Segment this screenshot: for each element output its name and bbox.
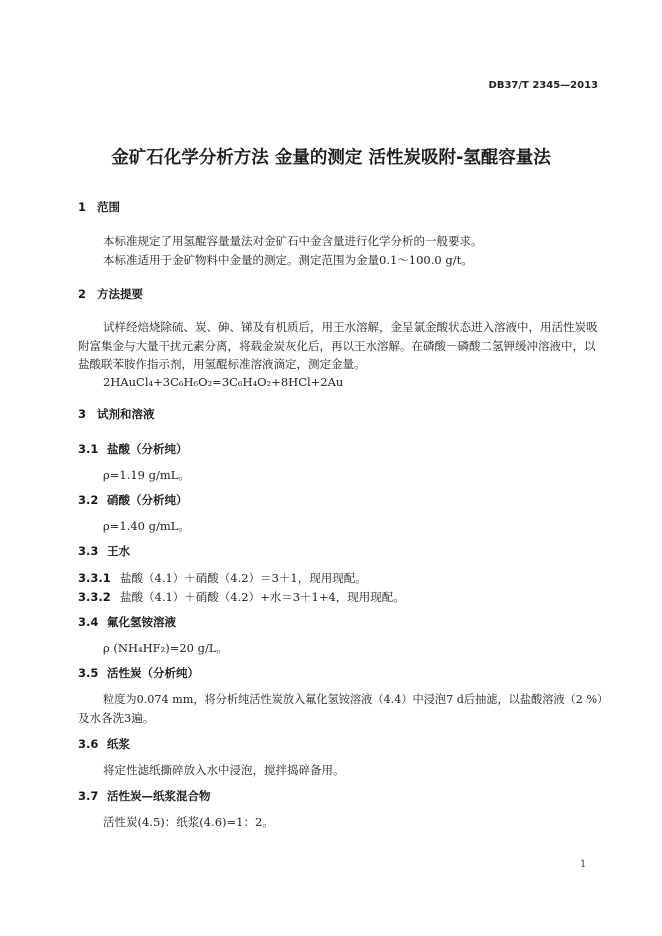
- clause-text: ρ=1.40 g/mL。: [103, 519, 190, 533]
- clause-heading: 活性炭（分析纯）: [107, 666, 199, 680]
- subclause-number: 3.3.2: [78, 590, 111, 604]
- clause-number: 3.4: [78, 615, 99, 629]
- clause-text: ρ=1.19 g/mL。: [103, 468, 190, 482]
- subclause-text: 盐酸（4.1）＋硝酸（4.2）＝3＋1，现用现配。: [120, 571, 367, 585]
- clause-text: ρ (NH₄HF₂)=20 g/L。: [103, 641, 229, 655]
- clause-text: 粒度为0.074 mm，将分析纯活性炭放入氟化氢铵溶液（4.4）中浸泡7 d后抽滤，以盐酸溶液（2 %）: [103, 693, 609, 706]
- section-heading: 试剂和溶液: [97, 407, 155, 421]
- paragraph-line: 本标准适用于金矿物料中金量的测定。测定范围为金量0.1～100.0 g/t。: [103, 253, 473, 267]
- clause-number: 3.5: [78, 666, 99, 680]
- paragraph-line: 试样经焙烧除硫、炭、砷、锑及有机质后，用王水溶解，金呈氯金酸状态进入溶液中，用活性炭吸: [103, 320, 598, 334]
- chemical-equation: 2HAuCl₄+3C₆H₆O₂=3C₆H₄O₂+8HCl+2Au: [103, 375, 344, 389]
- clause-heading: 硝酸（分析纯）: [107, 493, 188, 507]
- clause-text: 活性炭(4.5)：纸浆(4.6)=1：2。: [103, 815, 274, 829]
- clause-heading: 纸浆: [107, 737, 130, 751]
- document-code: DB37/T 2345—2013: [488, 80, 598, 91]
- clause-number: 3.1: [78, 442, 99, 456]
- page-number: 1: [580, 859, 587, 870]
- clause-heading: 盐酸（分析纯）: [107, 442, 188, 456]
- clause-number: 3.7: [78, 789, 99, 803]
- subclause-text: 盐酸（4.1）＋硝酸（4.2）+水＝3＋1+4，现用现配。: [120, 590, 405, 604]
- section-heading: 范围: [97, 200, 120, 214]
- clause-heading: 活性炭—纸浆混合物: [107, 789, 211, 803]
- paragraph-line: 本标准规定了用氢醌容量量法对金矿石中金含量进行化学分析的一般要求。: [103, 234, 483, 248]
- clause-number: 3.2: [78, 493, 99, 507]
- document-title: 金矿石化学分析方法 金量的测定 活性炭吸附-氢醌容量法: [111, 148, 551, 168]
- section-heading: 方法提要: [97, 287, 143, 301]
- clause-text: 及水各洗3遍。: [78, 711, 155, 725]
- clause-text: 将定性滤纸撕碎放入水中浸泡，搅拌捣碎备用。: [103, 763, 345, 777]
- subclause-number: 3.3.1: [78, 571, 111, 585]
- paragraph-line: 盐酸联苯胺作指示剂，用氢醌标准溶液滴定，测定金量。: [78, 357, 366, 371]
- section-number: 2: [78, 287, 87, 301]
- section-number: 1: [78, 200, 87, 214]
- section-number: 3: [78, 407, 87, 421]
- clause-number: 3.6: [78, 737, 99, 751]
- clause-heading: 氟化氢铵溶液: [107, 615, 176, 629]
- paragraph-line: 附富集金与大量干扰元素分离，将载金炭灰化后，再以王水溶解。在磷酸－磷酸二氢钾缓冲溶液中，以: [78, 339, 596, 353]
- clause-number: 3.3: [78, 544, 99, 558]
- clause-heading: 王水: [107, 544, 130, 558]
